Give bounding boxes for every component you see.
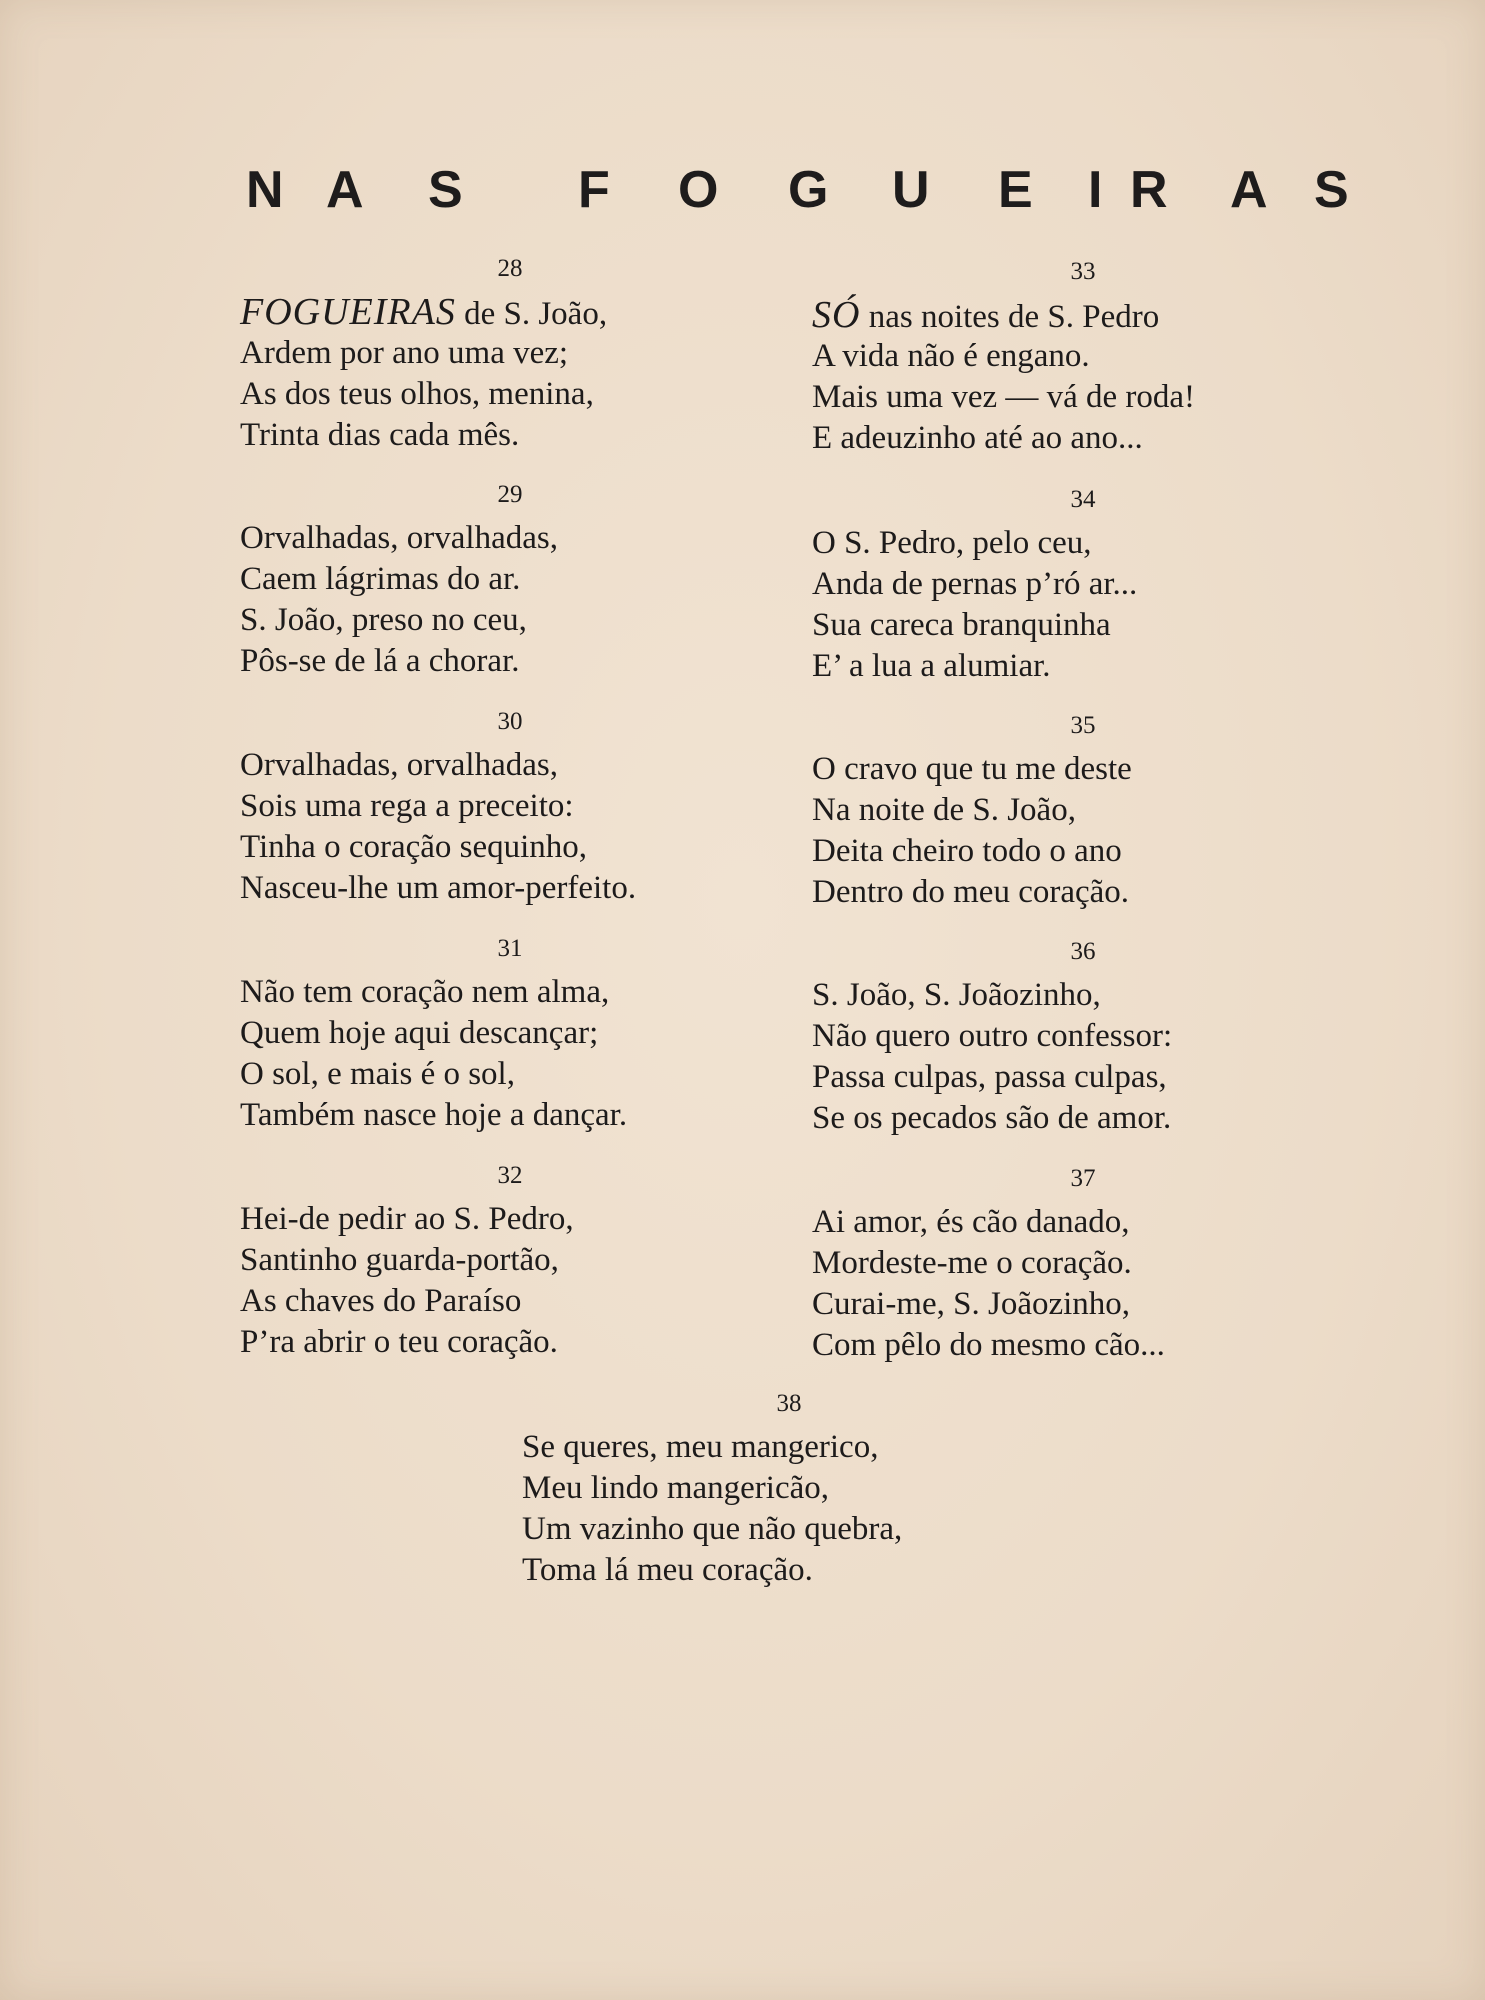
stanza-line: A vida não é engano. <box>812 338 1090 374</box>
title-letter: G <box>788 161 829 219</box>
stanza-line: Nasceu-lhe um amor-perfeito. <box>240 870 637 906</box>
title-letter: A <box>326 161 364 219</box>
stanza-line: Sois uma rega a preceito: <box>240 788 574 824</box>
stanza-line: Mordeste-me o coração. <box>812 1245 1132 1281</box>
stanza-first-word: SÓ <box>812 294 861 336</box>
stanza-line: Também nasce hoje a dançar. <box>240 1097 628 1133</box>
stanza-number: 30 <box>497 708 523 735</box>
stanza-line: As chaves do Paraíso <box>240 1283 522 1319</box>
stanza-line: Sua careca branquinha <box>812 607 1111 643</box>
stanza-line: Santinho guarda-portão, <box>240 1242 559 1278</box>
stanza-line: Toma lá meu coração. <box>522 1552 813 1588</box>
stanza-first-rest: de S. João, <box>455 296 608 332</box>
title-letter: A <box>1230 161 1268 219</box>
stanza-first-rest: nas noites de S. Pedro <box>860 299 1160 335</box>
stanza-line: Anda de pernas p’ró ar... <box>812 566 1138 602</box>
stanza-line: Quem hoje aqui descançar; <box>240 1015 599 1051</box>
stanza-number: 31 <box>497 935 523 962</box>
stanza-line: Não quero outro confessor: <box>812 1018 1173 1054</box>
stanza-line: O sol, e mais é o sol, <box>240 1056 515 1092</box>
stanza-number: 34 <box>1070 486 1096 513</box>
stanza-line: Meu lindo mangericão, <box>522 1470 829 1506</box>
stanza-line: Pôs-se de lá a chorar. <box>240 643 520 679</box>
stanza-number: 29 <box>497 481 523 508</box>
title-letter: O <box>678 161 719 219</box>
stanza-line: Orvalhadas, orvalhadas, <box>240 747 558 783</box>
stanza-line: As dos teus olhos, menina, <box>240 376 594 412</box>
stanza-line: E adeuzinho até ao ano... <box>812 420 1143 456</box>
stanza-line: Na noite de S. João, <box>812 792 1076 828</box>
stanza-first-word: FOGUEIRAS <box>240 291 456 333</box>
stanza-line: Curai-me, S. Joãozinho, <box>812 1286 1131 1322</box>
stanza-line: Mais uma vez — vá de roda! <box>812 379 1196 415</box>
title-letter: U <box>892 161 930 219</box>
page-title <box>246 150 1366 230</box>
stanza-line: O S. Pedro, pelo ceu, <box>812 525 1092 561</box>
title-letter: N <box>246 161 284 219</box>
stanza-line: Se queres, meu mangerico, <box>522 1429 879 1465</box>
stanza-line: Deita cheiro todo o ano <box>812 833 1122 869</box>
stanza-line: Com pêlo do mesmo cão... <box>812 1327 1165 1363</box>
title-letter: R <box>1130 161 1168 219</box>
stanza-line: Um vazinho que não quebra, <box>522 1511 903 1547</box>
stanza-line: Dentro do meu coração. <box>812 874 1130 910</box>
stanza-line: Caem lágrimas do ar. <box>240 561 521 597</box>
stanza-line: P’ra abrir o teu coração. <box>240 1324 558 1360</box>
stanza-line: S. João, S. Joãozinho, <box>812 977 1101 1013</box>
stanza-line: O cravo que tu me deste <box>812 751 1132 787</box>
stanza-line: Trinta dias cada mês. <box>240 417 520 453</box>
stanza-line: Ardem por ano uma vez; <box>240 335 569 371</box>
stanza-number: 35 <box>1070 712 1096 739</box>
title-letter: S <box>428 161 463 219</box>
stanza-line <box>240 292 607 333</box>
stanza-line: Hei-de pedir ao S. Pedro, <box>240 1201 574 1237</box>
title-letter: S <box>1314 161 1349 219</box>
stanza-number: 28 <box>497 255 523 282</box>
stanza-number: 32 <box>497 1162 523 1189</box>
title-letter: F <box>578 161 610 219</box>
title-letter: E <box>998 161 1033 219</box>
stanza-line: Passa culpas, passa culpas, <box>812 1059 1167 1095</box>
stanza-line: S. João, preso no ceu, <box>240 602 527 638</box>
stanza-line: Orvalhadas, orvalhadas, <box>240 520 558 556</box>
stanza-line: Se os pecados são de amor. <box>812 1100 1172 1136</box>
stanza-line: E’ a lua a alumiar. <box>812 648 1051 684</box>
stanza-number: 33 <box>1070 258 1096 285</box>
stanza-line <box>812 295 1195 336</box>
stanza-number: 36 <box>1070 938 1096 965</box>
stanza-line: Tinha o coração sequinho, <box>240 829 588 865</box>
stanza-number: 38 <box>776 1390 802 1417</box>
stanza-line: Não tem coração nem alma, <box>240 974 610 1010</box>
stanza-line: Ai amor, és cão danado, <box>812 1204 1130 1240</box>
title-letter: I <box>1088 161 1103 219</box>
stanza-number: 37 <box>1070 1165 1096 1192</box>
